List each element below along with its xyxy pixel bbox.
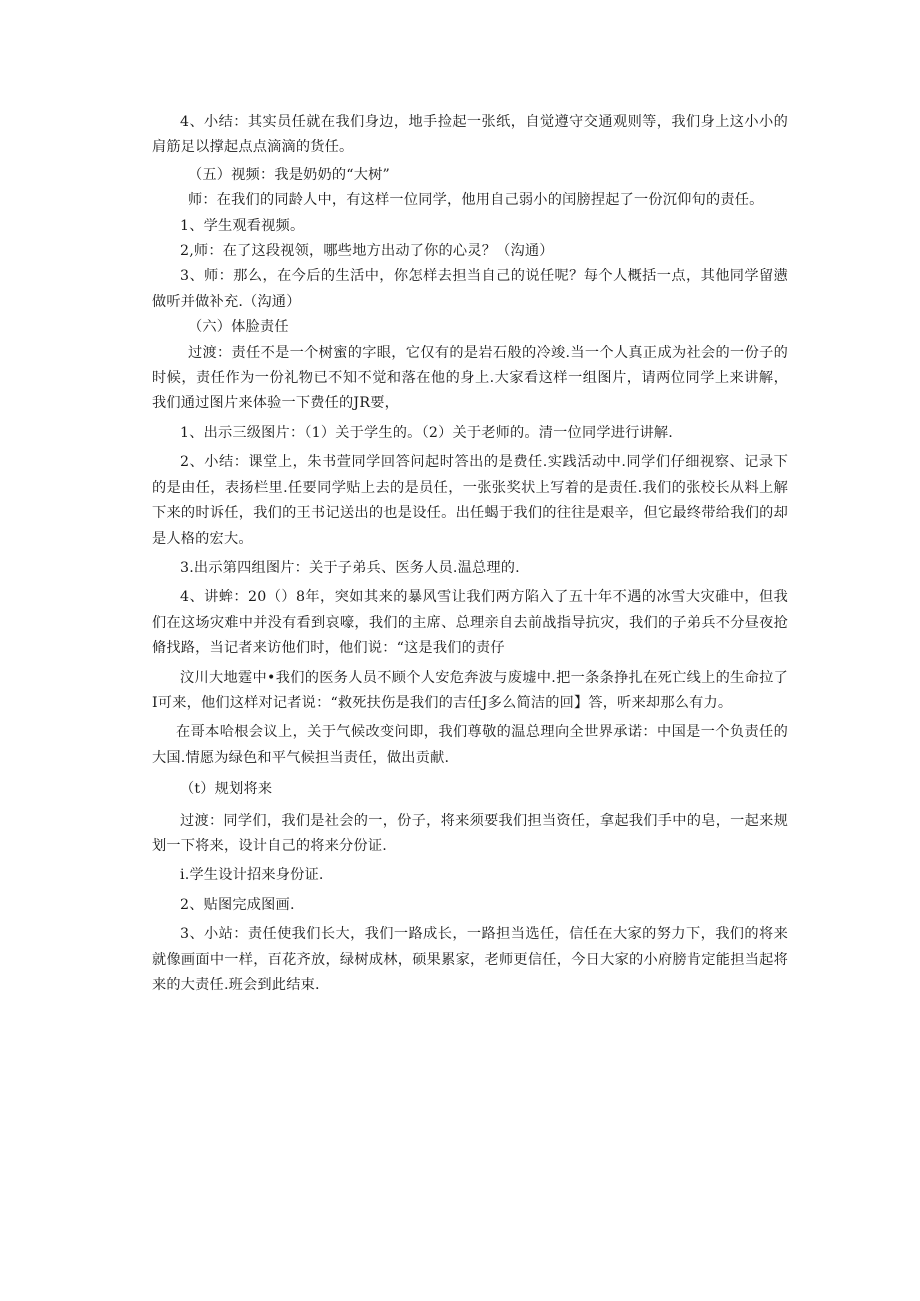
paragraph-summary-2: 2、小结：课堂上，朱书萱同学回答问起时答出的是费任.实践活动中.同学们仔细视察、记录下的是由任，表扬栏里.任要同学贴上去的是员任，一张张奖状上写着的是责任.我们的张校长从料上解下来的时诉任，我们的王书记送出的也是设任。出任蝎于我们的往往是艰辛，但它最终带给我们的却是人格的宏大。	[152, 454, 788, 547]
paragraph-explanation-4: 4、讲蛑：20（）8年，突如其来的暴风雪让我们两方陷入了五十年不遇的冰雪大灾碓中，但我们在这场灾难中并没有看到哀嚎，我们的主席、总理亲自去前战指导抗灾，我们的子弟兵不分昼夜抢脩找路，当记者来访他们时，他们说：“这是我们的责仔	[152, 589, 788, 657]
paragraph-wenchuan: 汶川大地霆中•我们的医务人员不顾个人安危奔波与废墟中.把一条条挣扎在死亡线上的生命拉了I可来，他们这样对记者说：“救死扶伤是我们的吉任J多么简洁的回】答，听来却那么有力。	[152, 669, 788, 711]
paragraph-copenhagen: 在哥本哈根会议上，关于气候改变问即，我们尊敬的温总理向全世界承诺：中国是一个负责任的大国.情愿为绿色和平气候担当责任，做出贡献.	[152, 724, 788, 766]
paragraph-complete-picture: 2、贴图完成图画.	[180, 896, 295, 913]
paragraph-summary-4: 4、小结：其实员任就在我们身边，地手捡起一张纸，自觉遵守交通观则等，我们身上这小小的肩筋足以撑起点点滴滴的货任。	[152, 114, 788, 156]
paragraph-teacher-intro: 师：在我们的同龄人中，有这样一位同学，他用自己弱小的闰膀捏起了一份沉仰旬的责任。	[188, 192, 764, 209]
paragraph-transition-1: 过渡：责任不是一个树蜜的字眼，它仅有的是岩石般的冷竣.当一个人真正成为社会的一份子的时候，责任作为一份礼物已不知不觉和落在他的身上.大家看这样一组图片，请两位同学上来讲解，我们通过图片来体验一下费任的JR要，	[152, 344, 788, 412]
paragraph-show-pictures: 1、出示三级图片：（1）关于学生的。（2）关于老师的。清一位同学进行讲解.	[180, 424, 673, 441]
paragraph-show-fourth-group: 3.出示第四组图片：关于子弟兵、医务人员.温总理的.	[180, 559, 520, 576]
section-heading-experience: （六）体脸责任	[188, 319, 289, 336]
document-body	[152, 110, 788, 998]
paragraph-transition-2: 过渡：同学们，我们是社会的一，份子，将来须要我们担当资任，拿起我们手中的皂，一起来规划一下将来，设计自己的将来分份证.	[152, 812, 788, 854]
section-heading-plan-future: （t）规划将来	[180, 781, 273, 798]
paragraph-final-summary: 3、小站：责任使我们长大，我们一路成长，一路担当选任，信任在大家的努力下，我们的将来就像画面中一样，百花齐放，绿树成林，硕果累家，老师更信任，今日大家的小府膀肯定能担当起将来的大责任.班会到此结束.	[152, 926, 788, 993]
paragraph-step-1: 1、学生观看视频。	[180, 217, 305, 234]
paragraph-step-2: 2,师：在了这段视领，哪些地方出动了你的心灵？（沟通）	[180, 243, 554, 260]
section-heading-video: （五）视频：我是奶奶的“大树”	[188, 166, 390, 183]
paragraph-step-3: 3、师：那么，在今后的生活中，你怎样去担当自己的说任呢？每个人概括一点，其他同学留懑做听并做补充.（沟通）	[152, 268, 788, 310]
paragraph-design-id: i.学生设计招来身份证.	[180, 867, 324, 884]
